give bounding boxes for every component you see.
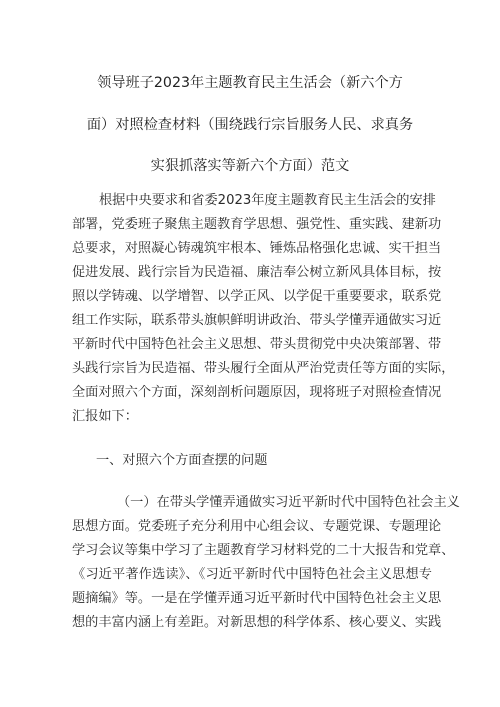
intro-paragraph-line: 根据中央要求和省委2023年度主题教育民主生活会的安排	[99, 193, 436, 208]
document-title-line-3: 实狠抓落实等新六个方面）范文	[150, 158, 350, 174]
intro-paragraph-line: 平新时代中国特色社会主义思想、带头贯彻党中央决策部署、带	[72, 337, 442, 352]
intro-paragraph-line: 组工作实际，联系带头旗帜鲜明讲政治、带头学懂弄通做实习近	[72, 313, 442, 328]
section-heading: 一、对照六个方面查摆的问题	[96, 453, 268, 468]
intro-paragraph-line: 照以学铸魂、以学增智、以学正风、以学促干重要要求，联系党	[72, 289, 442, 304]
subsection-paragraph-line: （一）在带头学懂弄通做实习近平新时代中国特色社会主义	[117, 495, 460, 510]
subsection-paragraph-line: 《习近平著作选读》、《习近平新时代中国特色社会主义思想专	[72, 567, 432, 582]
intro-paragraph-line: 部署，党委班子聚焦主题教育学思想、强党性、重实践、建新功	[72, 217, 442, 232]
intro-paragraph-line: 总要求，对照凝心铸魂筑牢根本、锤炼品格强化忠诚、实干担当	[72, 241, 442, 256]
intro-paragraph-line: 汇报如下：	[72, 409, 138, 424]
document-title-line-1: 领导班子2023年主题教育民主生活会（新六个方	[97, 75, 403, 91]
subsection-paragraph-line: 学习会议等集中学习了主题教育学习材料党的二十大报告和党章、	[72, 543, 455, 558]
document-title-line-2: 面）对照检查材料（围绕践行宗旨服务人民、求真务	[86, 117, 414, 133]
subsection-paragraph-line: 思想方面。党委班子充分利用中心组会议、专题党课、专题理论	[72, 519, 442, 534]
intro-paragraph-line: 头践行宗旨为民造福、带头履行全面从严治党责任等方面的实际，	[72, 361, 455, 376]
subsection-paragraph-line: 题摘编》等。一是在学懂弄通习近平新时代中国特色社会主义思	[72, 591, 442, 606]
subsection-paragraph-line: 想的丰富内涵上有差距。对新思想的科学体系、核心要义、实践	[72, 615, 442, 630]
intro-paragraph-line: 促进发展、践行宗旨为民造福、廉洁奉公树立新风具体目标，按	[72, 265, 442, 280]
intro-paragraph-line: 全面对照六个方面，深刻剖析问题原因，现将班子对照检查情况	[72, 385, 442, 400]
